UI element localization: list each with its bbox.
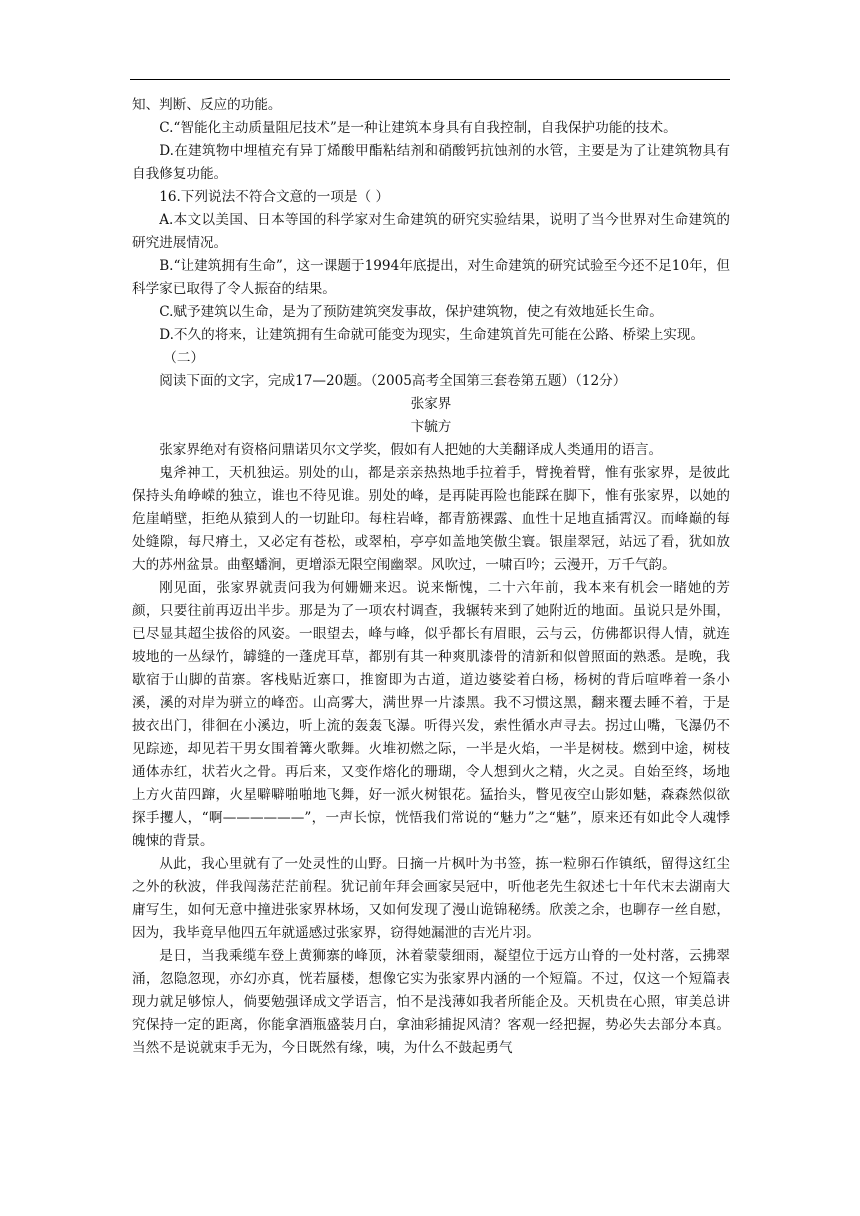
document-body — [132, 94, 730, 1060]
article-paragraph-3: 刚见面，张家界就责问我为何姗姗来迟。说来惭愧，二十六年前，我本来有机会一睹她的芳颜，只要往前再迈出半步。那是为了一项农村调查，我辗转来到了她附近的地面。虽说只是外围，已尽显其超尘拔俗的风姿。一眼望去，峰与峰，似乎都长有眉眼，云与云，仿佛都识得人情，就连坡地的一丛绿竹，罅缝的一蓬虎耳草，都别有其一种爽肌漆骨的清新和似曾照面的熟悉。是晚，我歇宿于山脚的苗寨。客栈贴近寨口，推窗即为古道，道边婆娑着白杨，杨树的背后喧哗着一条小溪，溪的对岸为骈立的峰峦。山高雾大，满世界一片漆黑。我不习惯这黑，翻来覆去睡不着，于是披衣出门，徘徊在小溪边，听上流的轰轰飞瀑。听得兴发，索性循水声寻去。拐过山嘴，飞瀑仍不见踪迹，却见若干男女围着篝火歌舞。火堆初燃之际，一半是火焰，一半是树枝。燃到中途，树枝通体赤红，状若火之骨。再后来，又变作熔化的珊瑚，令人想到火之精，火之灵。自始至终，场地上方火苗四蹿，火星噼噼啪啪地飞舞，好一派火树银花。猛抬头，瞥见夜空山影如魅，森森然似欲探手攫人，“啊——————”，一声长惊，恍悟我们常说的“魅力”之“魅”，原来还有如此令人魂悸魄悚的背景。 — [132, 580, 730, 849]
reading-instruction: 阅读下面的文字，完成17—20题。（2005高考全国第三套卷第五题）（12分） — [159, 373, 627, 389]
article-paragraph-4: 从此，我心里就有了一处灵性的山野。日摘一片枫叶为书签，拣一粒卵石作镇纸，留得这红尘之外的秋波，伴我闯荡茫茫前程。犹记前年拜会画家吴冠中，听他老先生叙述七十年代末去湖南大庸写生，如何无意中撞进张家界林场，又如何发现了漫山诡锦秘绣。欣羡之余，也聊存一丝自慰，因为，我毕竟早他四五年就遥感过张家界，窃得她漏泄的吉光片羽。 — [132, 856, 730, 941]
q16-option-c: C.赋予建筑以生命，是为了预防建筑突发事故，保护建筑物，使之有效地延长生命。 — [159, 304, 663, 320]
q15-option-d: D.在建筑物中埋植充有异丁烯酸甲酯粘结剂和硝酸钙抗蚀剂的水管，主要是为了让建筑物具有自我修复功能。 — [132, 143, 730, 182]
q15-continuation: 知、判断、反应的功能。 — [132, 97, 282, 113]
q16-stem: 16.下列说法不符合文意的一项是（ ） — [159, 189, 390, 205]
header-rule — [130, 79, 730, 80]
article-title: 张家界 — [410, 396, 452, 412]
q16-option-d: D.不久的将来，让建筑拥有生命就可能变为现实，生命建筑首先可能在公路、桥梁上实现。 — [159, 327, 705, 343]
article-paragraph-2: 鬼斧神工，天机独运。别处的山，都是亲亲热热地手拉着手，臂挽着臂，惟有张家界，是彼此保持头角峥嵘的独立，谁也不待见谁。别处的峰，是再陡再险也能踩在脚下，惟有张家界，以她的危崖峭壁，拒绝从猿到人的一切趾印。每柱岩峰，都青筋裸露、血性十足地直插霄汉。而峰巅的每处缝隙，每尺瘠土，又必定有苍松，或翠柏，亭亭如盖地笑傲尘寰。银崖翠冠，站远了看，犹如放大的苏州盆景。曲壑蟠涧，更增添无限空闱幽翠。风吹过，一啸百吟；云漫开，万千气韵。 — [132, 465, 730, 573]
article-author: 卞毓方 — [410, 419, 452, 435]
article-paragraph-5: 是日，当我乘缆车登上黄狮寨的峰顶，沐着蒙蒙细雨，凝望位于远方山脊的一处村落，云拂翠涌，忽隐忽现，亦幻亦真，恍若蜃楼，想像它实为张家界内涵的一个短篇。不过，仅这一个短篇表现力就足够惊人，倘要勉强译成文学语言，怕不是浅薄如我者所能企及。天机贵在心照，审美总讲究保持一定的距离，你能拿酒瓶盛装月白，拿油彩捕捉风清？客观一经把握，势必失去部分本真。当然不是说就束手无为，今日既然有缘，咦，为什么不鼓起勇气 — [132, 948, 730, 1056]
q15-option-c: C.“智能化主动质量阻尼技术”是一种让建筑本身具有自我控制，自我保护功能的技术。 — [159, 120, 677, 136]
article-paragraph-1: 张家界绝对有资格问鼎诺贝尔文学奖，假如有人把她的大美翻译成人类通用的语言。 — [159, 442, 663, 458]
q16-option-b: B.“让建筑拥有生命”，这一课题于1994年底提出，对生命建筑的研究试验至今还不足10年，但科学家已取得了令人振奋的结果。 — [132, 258, 730, 297]
q16-option-a: A.本文以美国、日本等国的科学家对生命建筑的研究实验结果，说明了当今世界对生命建筑的研究进展情况。 — [132, 212, 730, 251]
section-label: （二） — [163, 350, 205, 366]
